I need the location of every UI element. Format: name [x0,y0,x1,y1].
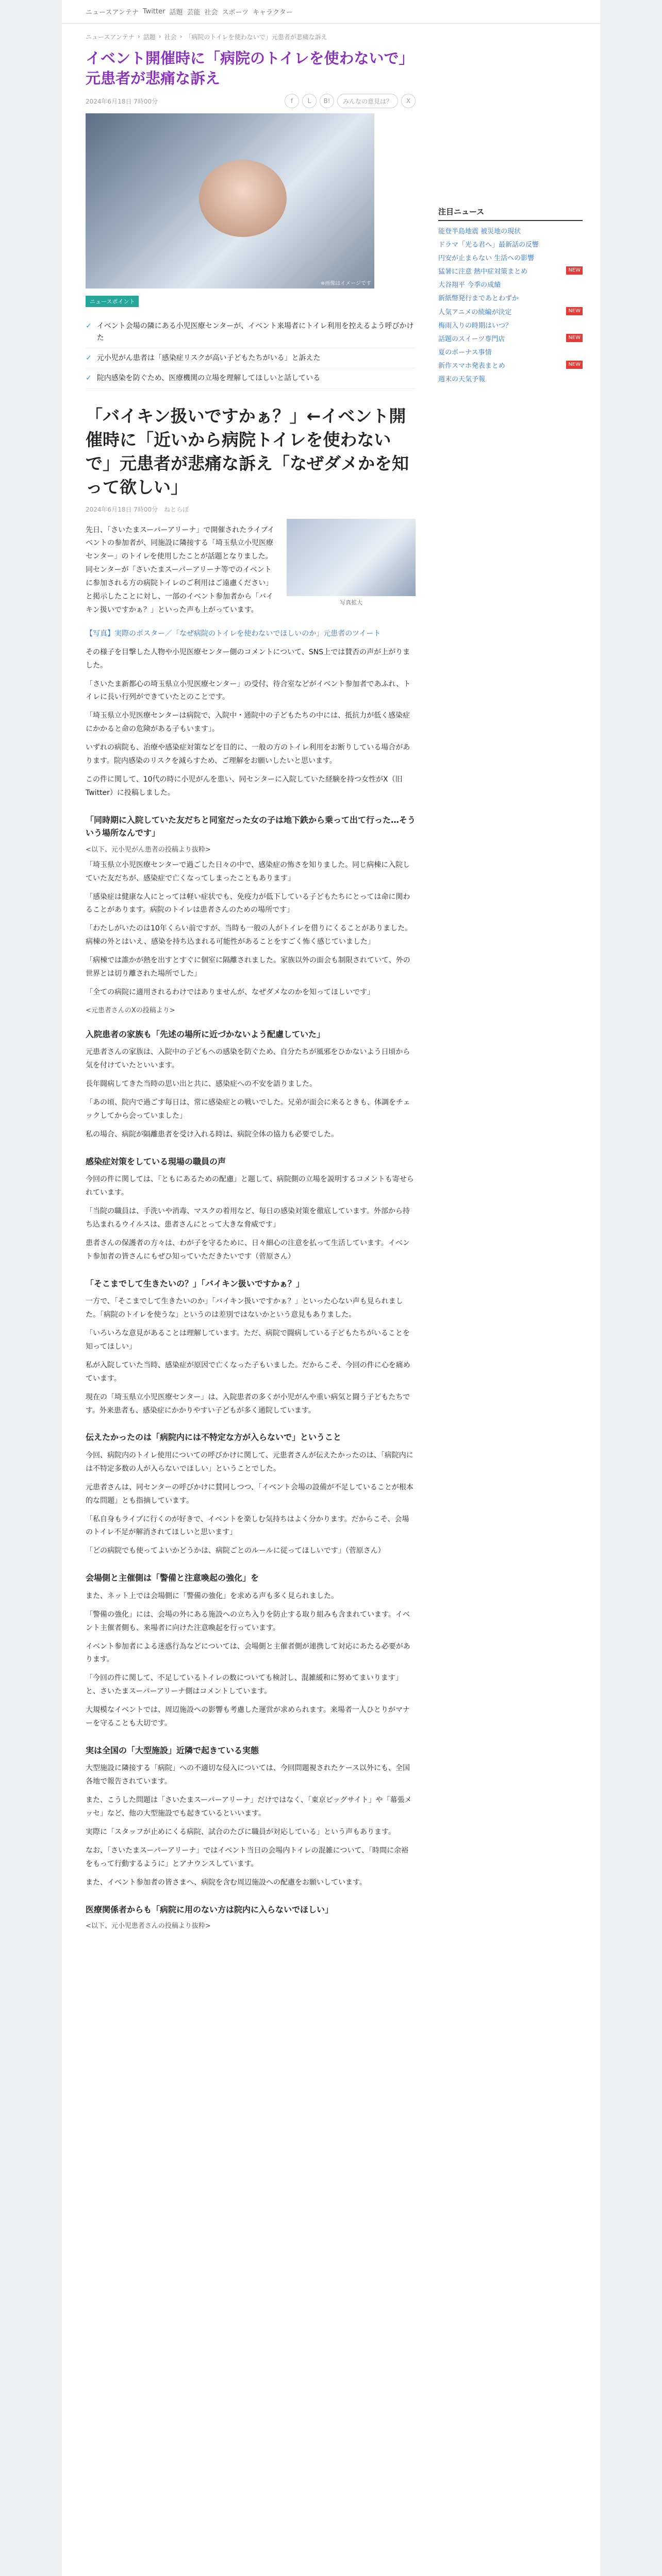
x-icon[interactable]: X [401,94,416,108]
news-point-text: 院内感染を防ぐため、医療機関の立場を理解してほしいと話している [96,374,321,383]
paragraph: イベント参加者による迷惑行為などについては、会場側と主催者側が連携して対応にあたる必要があります。 [86,1642,410,1664]
section-heading: 感染症対策をしている現場の職員の声 [86,1156,226,1166]
news-points [86,316,416,389]
news-point-1 [86,348,416,368]
sidebar-item-2[interactable] [438,252,583,265]
check-icon: ✓ [86,374,92,383]
paragraph: 元患者さんは、同センターの呼びかけに賛同しつつ、「イベント会場の設備が不足していることが根本的な問題」とも指摘しています。 [86,1483,413,1505]
paragraph: 「感染症は健康な人にとっては軽い症状でも、免疫力が低下している子どもたちにとっては命に関わることがあります。病院のトイレは患者さんのための場所です」 [86,892,410,914]
breadcrumb-separator: › [137,33,140,40]
check-icon: ✓ [86,322,92,331]
breadcrumb-item-0[interactable]: ニュースアンテナ [86,33,135,41]
sidebar-item-label[interactable]: 週末の天気予報 [438,376,486,384]
paragraph: 大型施設に隣接する「病院」への不適切な侵入については、今回問題視されたケース以外にも、全国各地で報告されています。 [86,1764,410,1786]
news-point-text: 元小児がん患者は「感染症リスクが高い子どもたちがいる」と訴えた [96,354,321,363]
intro-text: 先日、「さいたまスーパーアリーナ」で開催されたライブイベントの参加者が、同施設に隣接する「埼玉県立小児医療センター」のトイレを使用したことが話題となりました。同センターが「さいたまスーパーアリーナ等でのイベントに参加される方の病院トイレのご利用はご遠慮ください」と掲示したことに対し、一部のイベント参加者から「バイキン扱いですかぁ？」といった声も上がっています。 [86,526,275,614]
main-wrapper [62,0,600,2576]
news-point-text: イベント会場の隣にある小児医療センターが、イベント来場者にトイレ利用を控えるよう呼びかけた [96,322,414,342]
hero-credit: ※画像はイメージです [320,281,371,287]
paragraph: 現在の「埼玉県立小児医療センター」は、入院患者の多くが小児がんや重い病気と闘う子どもたちです。外来患者も、感染症にかかりやすい子どもが多く通院しています。 [86,1393,410,1415]
sidebar-item-5[interactable] [438,292,583,306]
paragraph: 今回、病院内のトイレ使用についての呼びかけに関して、元患者さんが伝えたかったのは、「病院内には不特定多数の人が入らないでほしい」ということでした。 [86,1451,413,1473]
photo-caption[interactable]: 写真拡大 [340,599,362,606]
sidebar-item-label[interactable]: 能登半島地震 被災地の現状 [438,228,521,235]
article-title: 「バイキン扱いですかぁ？」←イベント開催時に「近いから病院トイレを使わないで」元患者が悲痛な訴え「なぜダメかを知って欲しい」 [86,405,409,498]
new-badge: NEW [566,307,583,315]
paragraph: なお、「さいたまスーパーアリーナ」ではイベント当日の会場内トイレの混雑について、「時間に余裕をもって行動するように」とアナウンスしています。 [86,1846,409,1868]
section-heading: 「同時期に入院していた友だちと同室だった女の子は地下鉄から乗って出て行った…そういう場所なんです」 [86,815,416,838]
sidebar-item-label[interactable]: ドラマ「光る君へ」最新話の反響 [438,241,539,249]
publish-date: 2024年6月18日 7時00分 [86,97,158,105]
article-meta [86,94,416,108]
paragraph: この件に関して、10代の時に小児がんを患い、同センターに入院していた経験を持つ女性がX（旧Twitter）に投稿しました。 [86,775,403,797]
points-tag: ニュースポイント [86,296,139,307]
paragraph: 一方で、「そこまでして生きたいのか」「バイキン扱いですかぁ？」といった心ない声も見られました。「病院のトイレを使うな」というのは差別ではないかという意見もありました。 [86,1297,403,1319]
breadcrumb-item-1[interactable]: 話題 [143,33,156,41]
paragraph: 「埼玉県立小児医療センターで過ごした日々の中で、感染症の怖さを知りました。同じ病棟に入院していた友だちが、感染症で亡くなってしまったこともあります」 [86,860,410,883]
new-badge: NEW [566,266,583,275]
sidebar-item-label[interactable]: 大谷翔平 今季の成績 [438,281,501,290]
paragraph: 「いろいろな意見があることは理解しています。ただ、病院で闘病している子どもたちがいることを知ってほしい」 [86,1329,410,1351]
paragraph: 「警備の強化」には、会場の外にある施設への立ち入りを防止する取り組みも含まれています。イベント主催者側も、来場者に向けた注意喚起を行っています。 [86,1610,410,1632]
quote-note: <元患者さんのXの投稿より> [86,1006,175,1014]
sidebar-title: 注目ニュース [438,206,583,221]
intro-photo-wrap[interactable] [287,519,416,622]
check-icon: ✓ [86,354,92,363]
sidebar-list [438,225,583,386]
paragraph: 実際に「スタッフが止めにくる病院、試合のたびに職員が対応している」という声もあります。 [86,1828,395,1837]
paragraph: 長年闘病してきた当時の思い出と共に、感染症への不安を語りました。 [86,1080,317,1089]
new-badge: NEW [566,334,583,342]
paragraph: 「わたしがいたのは10年くらい前ですが、当時も一般の人がトイレを借りにくることがありました。病棟の外とはいえ、感染を持ち込まれる可能性があることをすごく怖く感じていました」 [86,924,412,946]
related-links[interactable]: 【写真】実際のポスター／「なぜ病院のトイレを使わないでほしいのか」元患者のツイート [86,629,381,638]
new-badge: NEW [566,361,583,369]
sidebar-item-label[interactable]: 話題のスイーツ専門店 [438,335,505,343]
topbar-item-4[interactable]: 社会 [204,9,218,16]
paragraph: 大規模なイベントでは、周辺施設への影響も考慮した運営が求められます。来場者一人ひとりがマナーを守ることも大切です。 [86,1706,410,1727]
paragraph: いずれの病院も、治療や感染症対策などを目的に、一般の方のトイレ利用をお断りしている場合があります。院内感染のリスクを減らすため、ご理解をお願いしたいと思います。 [86,743,410,765]
paragraph: 「病棟では誰かが熱を出すとすぐに個室に隔離されました。家族以外の面会も制限されていて、外の世界とは切り離された場所でした」 [86,956,410,978]
sidebar-item-7[interactable] [438,319,583,333]
breadcrumb [86,31,416,42]
paragraph: その様子を目撃した人物や小児医療センター側のコメントについて、SNS上では賛否の声が上がりました。 [86,648,410,670]
sidebar-item-label[interactable]: 猛暑に注意 熱中症対策まとめ [438,268,528,276]
sidebar-item-label[interactable]: 新作スマホ発表まとめ [438,362,505,370]
paragraph: 元患者さんの家族は、入院中の子どもへの感染を防ぐため、自分たちが風邪をひかないよう日頃から気を付けていたといいます。 [86,1048,410,1070]
paragraph: 今回の件に関しては、「ともにあるための配慮」と題して、病院側の立場を説明するコメントも寄せられています。 [86,1175,414,1197]
section-heading: 実は全国の「大型施設」近隣で起きている実態 [86,1745,259,1755]
section-heading: 伝えたかったのは「病院内には不特定な方が入らないで」ということ [86,1432,342,1443]
news-point-0 [86,316,416,348]
paragraph: 「私自身もライブに行くのが好きで、イベントを楽しむ気持ちはよく分かります。だからこそ、会場のトイレ不足が解消されてほしいと思います」 [86,1515,409,1537]
paragraph: 「あの頃、院内で過ごす毎日は、常に感染症との戦いでした。兄弟が面会に来るときも、体調をチェックしてから会っていました」 [86,1098,410,1120]
article-meta-2 [86,505,416,514]
section-heading: 会場側と主催側は「警備と注意喚起の強化」を [86,1573,259,1583]
share-bar [285,94,416,108]
breadcrumb-separator: › [179,33,183,40]
opinion-label[interactable]: みんなの意見は？ [337,94,398,108]
topbar-item-5[interactable]: スポーツ [222,9,249,16]
paragraph: また、こうした問題は「さいたまスーパーアリーナ」だけではなく、「東京ビッグサイト」や「幕張メッセ」など、他の大型施設でも起きているといいます。 [86,1796,412,1818]
paragraph: 「埼玉県立小児医療センターは病院で、入院中・通院中の子どもたちの中には、抵抗力が低く感染症にかかると命の危険がある子もいます」。 [86,711,410,734]
quote-note: <以下、元小児患者さんの投稿より抜粋> [86,1922,211,1930]
paragraph: 患者さんの保護者の方々は、わが子を守るために、日々細心の注意を払って生活しています。イベント参加者の皆さんにもぜひ知っていただきたいです（菅原さん） [86,1239,410,1261]
intro-block [86,519,416,622]
section-heading: 「そこまでして生きたいの？」「バイキン扱いですかぁ？」 [86,1278,304,1289]
hero-figure [199,160,287,237]
paragraph: また、ネット上では会場側に「警備の強化」を求める声も多く見られました。 [86,1591,338,1600]
page-title: イベント開催時に「病院のトイレを使わないで」元患者が悲痛な訴え [86,49,414,88]
paragraph: 「今回の件に関して、不足しているトイレの数についても検討し、混雑緩和に努めてまいります」と、さいたまスーパーアリーナ側はコメントしています。 [86,1674,403,1696]
sidebar-item-8[interactable] [438,333,583,346]
sidebar-item-1[interactable] [438,239,583,252]
sidebar-item-label[interactable]: 円安が止まらない 生活への影響 [438,255,535,263]
publish-date-2: 2024年6月18日 7時00分 ねとらぼ [86,505,189,513]
sidebar-item-label[interactable]: 夏のボーナス事情 [438,348,492,357]
sidebar-item-0[interactable] [438,225,583,239]
sidebar [438,206,583,386]
breadcrumb-item-2[interactable]: 社会 [164,33,177,41]
facebook-icon[interactable]: f [285,94,299,108]
topbar-item-2[interactable]: 話題 [169,9,183,16]
sidebar-item-11[interactable] [438,373,583,386]
breadcrumb-separator: › [158,33,161,40]
sidebar-item-label[interactable]: 梅雨入りの時期はいつ？ [438,321,512,330]
paragraph: 「全ての病院に適用されるわけではありませんが、なぜダメなのかを知ってほしいです」 [86,988,374,996]
topbar-item-6[interactable]: キャラクター [252,9,293,16]
paragraph: また、イベント参加者の皆さまへ、病院を含む周辺施設への配慮をお願いしています。 [86,1878,367,1887]
paragraph: 「どの病院でも使ってよいかどうかは、病院ごとのルールに従ってほしいです」（菅原さん） [86,1547,385,1555]
hatena-icon[interactable]: B! [320,94,334,108]
topbar-item-0[interactable]: ニュースアンテナ [86,9,139,16]
breadcrumb-item-3: 「病院のトイレを使わないで」元患者が悲痛な訴え [185,33,327,41]
topbar-item-3[interactable]: 芸能 [187,9,201,16]
section-heading: 医療関係者からも「病院に用のない方は院内に入らないでほしい」 [86,1904,334,1914]
hero-image [86,113,374,289]
sidebar-item-4[interactable] [438,279,583,292]
news-point-2 [86,368,416,388]
paragraph: 「当院の職員は、手洗いや消毒、マスクの着用など、毎日の感染対策を徹底しています。外部から持ち込まれるウイルスは、患者さんにとって大きな脅威です」 [86,1207,410,1229]
article-body [86,646,416,1930]
section-heading: 入院患者の家族も「先述の場所に近づかないよう配慮していた」 [86,1029,325,1039]
paragraph: 「さいたま新都心の埼玉県立小児医療センター」の受付、待合室などがイベント参加者であふれ、トイレに長い行列ができていたとのことです。 [86,680,411,702]
paragraph: 私が入院していた当時、感染症が原因で亡くなった子もいました。だからこそ、今回の件に心を痛めています。 [86,1361,410,1383]
topbar-item-1[interactable]: Twitter [142,8,166,15]
sidebar-item-label[interactable]: 人気アニメの続編が決定 [438,308,512,316]
topbar [62,0,600,24]
paragraph: 私の場合、病院が隔離患者を受け入れる時は、病院全体の協力も必要でした。 [86,1130,338,1139]
sidebar-item-6[interactable] [438,306,583,319]
sidebar-item-9[interactable] [438,346,583,360]
sidebar-item-10[interactable] [438,360,583,373]
intro-photo[interactable] [287,519,416,596]
sidebar-item-3[interactable] [438,265,583,279]
quote-note: <以下、元小児がん患者の投稿より抜粋> [86,845,211,854]
line-icon[interactable]: L [302,94,317,108]
sidebar-item-label[interactable]: 新紙幣発行まであとわずか [438,295,519,303]
article [86,31,416,1933]
